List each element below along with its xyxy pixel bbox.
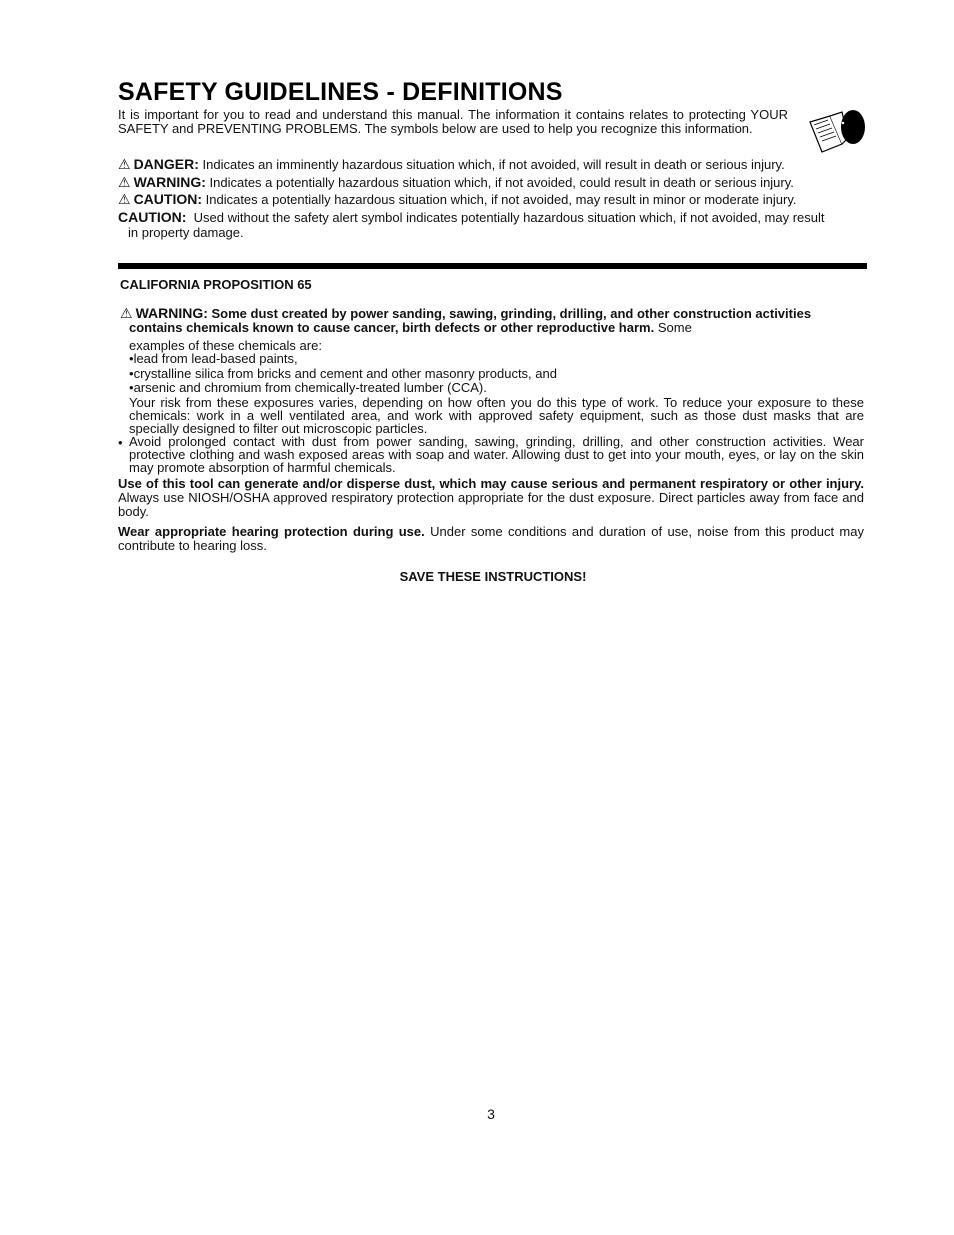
warning-term: WARNING:	[135, 305, 208, 321]
dust-text-bold: Use of this tool can generate and/or disperse dust, which may cause serious and permanent respiratory or other injury.	[118, 476, 864, 491]
dust-paragraph	[118, 477, 864, 519]
warning-text-bold-cont: contains chemicals known to cause cancer, birth defects or other reproductive harm.	[129, 320, 655, 335]
bullet: •	[129, 351, 134, 366]
list-item-text: lead from lead-based paints,	[133, 351, 298, 366]
definition-caution-no-symbol	[118, 210, 863, 240]
definition-term: CAUTION:	[133, 191, 202, 207]
page-number: 3	[487, 1106, 495, 1122]
safety-alert-icon: ⚠	[118, 174, 131, 190]
list-item-text: arsenic and chromium from chemically-treated lumber (CCA).	[133, 380, 487, 395]
definition-term: CAUTION:	[118, 209, 187, 225]
save-instructions: SAVE THESE INSTRUCTIONS!	[399, 569, 587, 584]
examples-intro: examples of these chemicals are:	[129, 338, 322, 353]
section-heading: CALIFORNIA PROPOSITION 65	[120, 277, 312, 292]
warning-text: Some	[657, 320, 692, 335]
read-manual-icon	[808, 108, 866, 154]
section-divider	[118, 263, 867, 269]
bullet: •	[129, 366, 134, 381]
hearing-paragraph	[118, 525, 864, 553]
definition-caution	[118, 192, 796, 207]
definition-term: WARNING:	[133, 174, 206, 190]
prop65-warning	[120, 306, 864, 335]
hearing-text-bold: Wear appropriate hearing protection during use.	[118, 524, 425, 539]
bullet: •	[129, 380, 134, 395]
hearing-text: Under some conditions and duration of use, noise from this product may contribute to hearing loss.	[118, 524, 864, 553]
page-title: SAFETY GUIDELINES - DEFINITIONS	[118, 78, 563, 106]
intro-paragraph: It is important for you to read and understand this manual. The information it contains relates to protecting YOUR SAFETY and PREVENTING PROBLEMS. The symbols below are used to help you recognize this information.	[118, 107, 788, 136]
definition-text-continued: in property damage.	[128, 225, 244, 240]
list-item	[129, 352, 298, 366]
list-item-text: crystalline silica from bricks and cement and other masonry products, and	[133, 366, 557, 381]
definition-text: Indicates a potentially hazardous situation which, if not avoided, may result in minor or moderate injury.	[205, 192, 797, 207]
warning-text-bold: Some dust created by power sanding, sawing, grinding, drilling, and other construction activities	[211, 306, 812, 321]
list-item	[129, 367, 557, 381]
safety-alert-icon: ⚠	[120, 305, 133, 321]
definition-text: Indicates an imminently hazardous situation which, if not avoided, will result in death or serious injury.	[202, 157, 785, 172]
safety-alert-icon: ⚠	[118, 191, 131, 207]
definition-warning	[118, 175, 794, 190]
avoid-paragraph: Avoid prolonged contact with dust from power sanding, sawing, grinding, drilling, and other construction activities. Wear protective clothing and wash exposed areas with soap and water. Allowing dust to get into your mouth, eyes, or lay on the skin may promote absorption of harmful chemicals.	[129, 434, 864, 475]
definition-danger	[118, 157, 785, 172]
bullet: •	[118, 435, 123, 450]
dust-text: Always use NIOSH/OSHA approved respiratory protection appropriate for the dust exposure. Direct particles away from face and body.	[118, 490, 864, 519]
definition-text: Indicates a potentially hazardous situation which, if not avoided, could result in death or serious injury.	[209, 175, 794, 190]
definition-term: DANGER:	[133, 156, 199, 172]
definition-text: Used without the safety alert symbol indicates potentially hazardous situation which, if not avoided, may result	[193, 210, 825, 225]
list-item	[129, 381, 487, 395]
safety-alert-icon: ⚠	[118, 156, 131, 172]
risk-paragraph: Your risk from these exposures varies, depending on how often you do this type of work. To reduce your exposure to these chemicals: work in a well ventilated area, and work with approved safety equipment, such as those dust masks that are specially designed to filter out microscopic particles.	[129, 395, 864, 436]
